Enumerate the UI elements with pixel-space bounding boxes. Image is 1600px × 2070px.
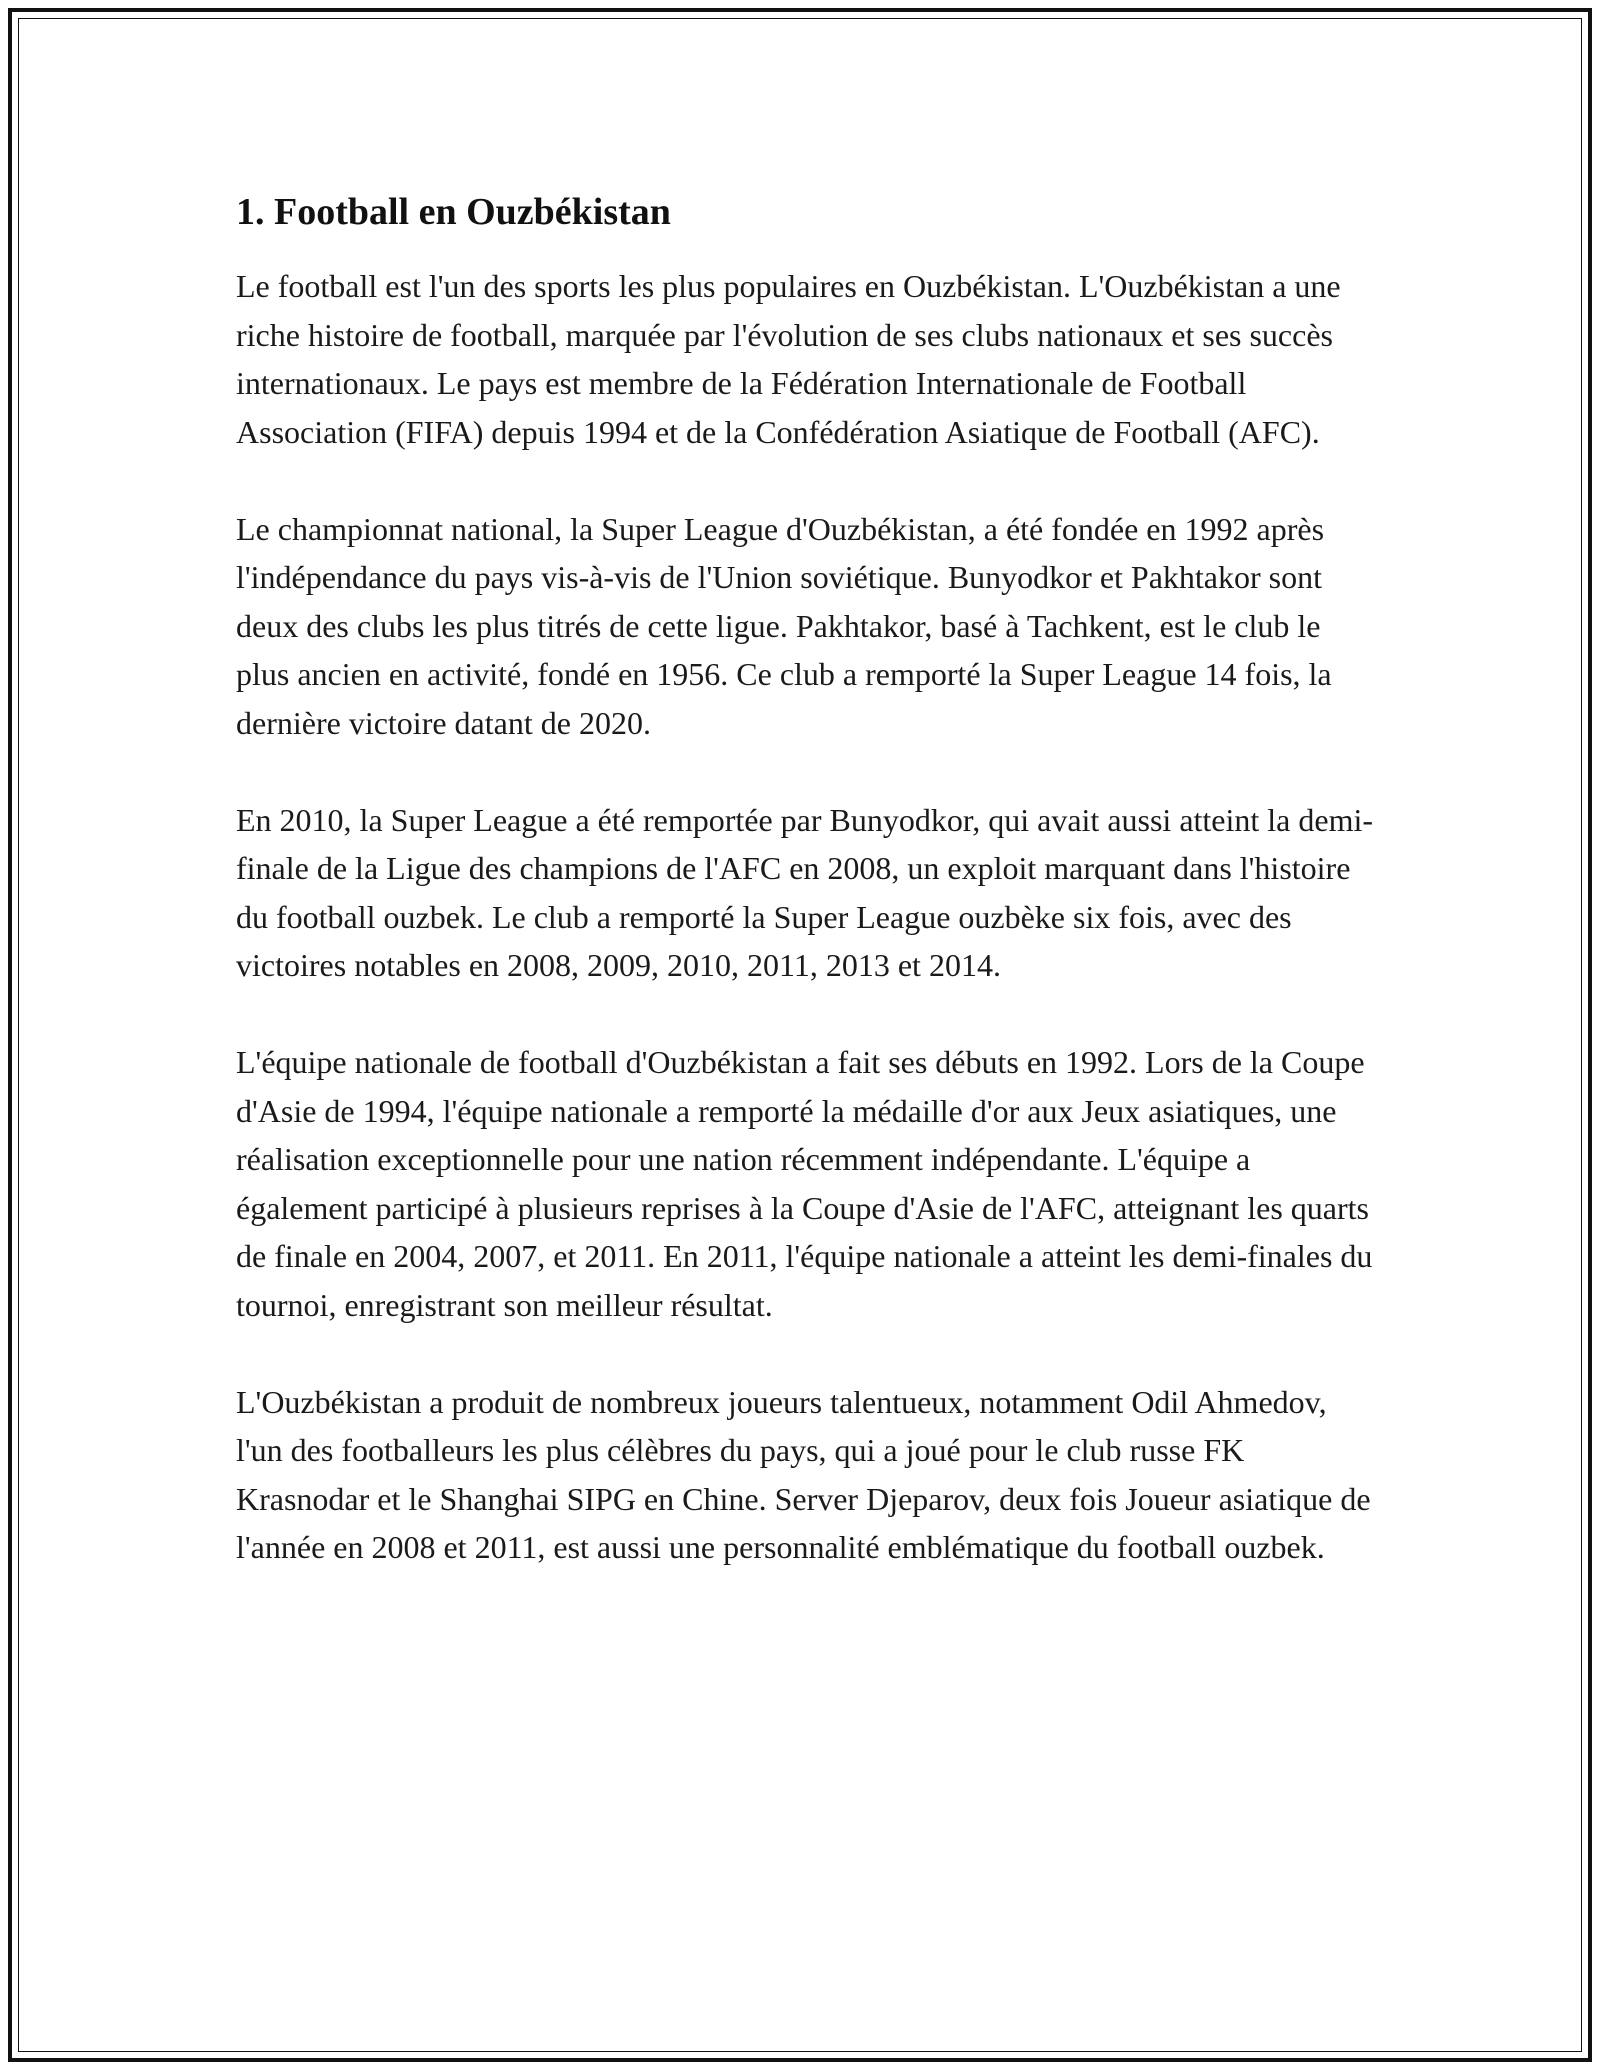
document-body [236, 188, 1376, 1620]
paragraph-players: L'Ouzbékistan a produit de nombreux joueurs talentueux, notamment Odil Ahmedov, l'un des footballeurs les plus célèbres du pays, qui a joué pour le club russe FK Krasnodar et le Shanghai SIPG en Chine. Server Djeparov, deux fois Joueur asiatique de l'année en 2008 et 2011, est aussi une personnalité emblématique du football ouzbek. [236, 1383, 1371, 1565]
paragraph-national-team: L'équipe nationale de football d'Ouzbékistan a fait ses débuts en 1992. Lors de la Coupe d'Asie de 1994, l'équipe nationale a remporté la médaille d'or aux Jeux asiatiques, une réalisation exceptionnelle pour une nation récemment indépendante. L'équipe a également participé à plusieurs reprises à la Coupe d'Asie de l'AFC, atteignant les quarts de finale en 2004, 2007, et 2011. En 2011, l'équipe nationale a atteint les demi-finales du tournoi, enregistrant son meilleur résultat. [236, 1044, 1373, 1323]
paragraph-intro: Le football est l'un des sports les plus populaires en Ouzbékistan. L'Ouzbékistan a une riche histoire de football, marquée par l'évolution de ses clubs nationaux et ses succès internationaux. Le pays est membre de la Fédération Internationale de Football Association (FIFA) depuis 1994 et de la Confédération Asiatique de Football (AFC). [236, 268, 1341, 450]
paragraph-super-league: Le championnat national, la Super League d'Ouzbékistan, a été fondée en 1992 après l'indépendance du pays vis-à-vis de l'Union soviétique. Bunyodkor et Pakhtakor sont deux des clubs les plus titrés de cette ligue. Pakhtakor, basé à Tachkent, est le club le plus ancien en activité, fondé en 1956. Ce club a remporté la Super League 14 fois, la dernière victoire datant de 2020. [236, 510, 1332, 741]
section-heading: 1. Football en Ouzbékistan [236, 191, 671, 233]
paragraph-bunyodkor: En 2010, la Super League a été remportée par Bunyodkor, qui avait aussi atteint la demi-finale de la Ligue des champions de l'AFC en 2008, un exploit marquant dans l'histoire du football ouzbek. Le club a remporté la Super League ouzbèke six fois, avec des victoires notables en 2008, 2009, 2010, 2011, 2013 et 2014. [236, 801, 1374, 983]
